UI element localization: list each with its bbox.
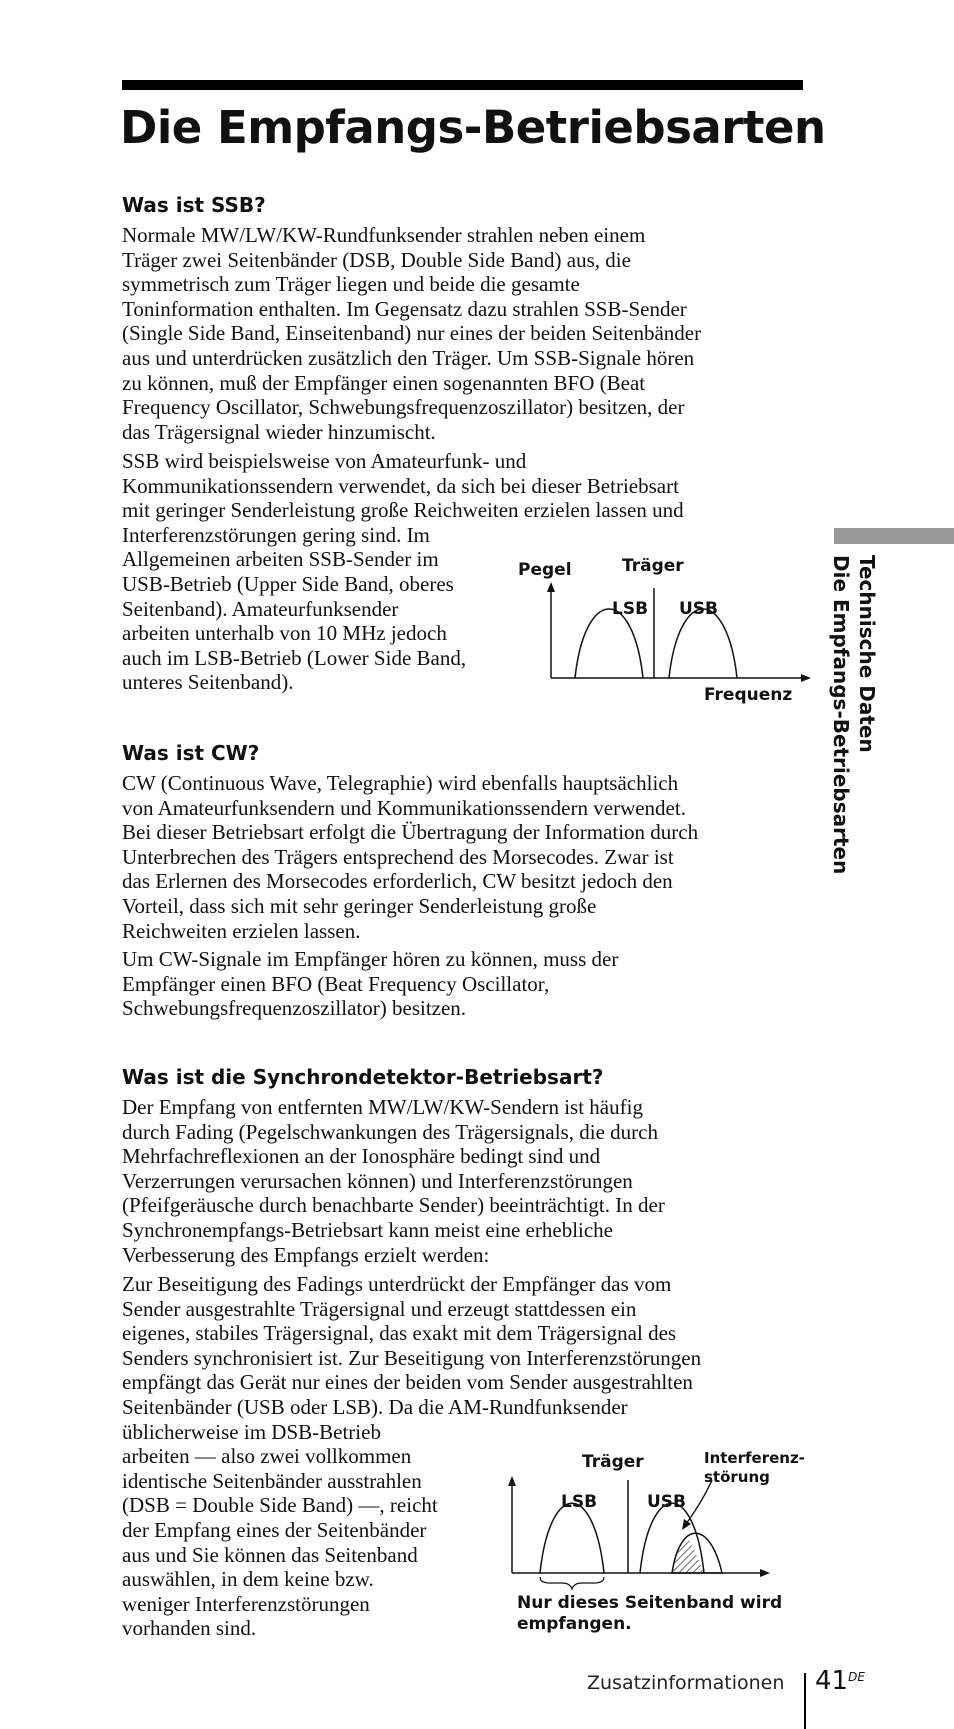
sidebar-section-label <box>828 555 880 874</box>
lsb-label: LSB <box>612 599 649 619</box>
sidebar-tab <box>834 528 954 544</box>
interference-label-line-1: Interferenz- <box>704 1449 805 1467</box>
page-number <box>815 1666 865 1696</box>
usb-label: USB <box>647 1492 687 1512</box>
ssb-sideband-diagram <box>515 548 815 708</box>
sync-heading: Was ist die Synchrondetektor-Betriebsart? <box>122 1065 604 1089</box>
page-language-suffix: DE <box>848 1670 865 1684</box>
level-axis-label: Pegel <box>518 560 572 580</box>
usb-curve <box>669 609 737 678</box>
sync-sideband-diagram <box>500 1440 830 1640</box>
interference-pointer-line <box>686 1480 712 1524</box>
lsb-label: LSB <box>561 1492 598 1512</box>
frequency-axis-arrowhead <box>760 1569 770 1577</box>
usb-label: USB <box>679 599 719 619</box>
title-rule <box>122 80 803 90</box>
footer-section-label: Zusatzinformationen <box>587 1672 785 1694</box>
sync-paragraph-2: Zur Beseitigung des Fadings unterdrückt der Empfänger das vom Sender ausgestrahlte Trägersignal und erzeugt stattdessen ein eigenes, stabiles Trägersignal, das exakt mit dem Trägersignal des Senders synchronisiert ist. Zur Beseitigung von Interferenzstörungen empfängt das Gerät nur eines der beiden vom Sender ausgestrahlten Seitenbänder (USB oder LSB). Da die AM-Rundfunksender üblicherweise im DSB-Betrieb arbeiten — also zwei vollkommen identische Seitenbänder ausstrahlen (DSB = Double Side Band) —, reicht der Empfang eines der Seitenbänder aus und Sie können das Seitenband auswählen, in dem keine bzw. weniger Interferenzstörungen vorhanden sind. <box>122 1272 702 1641</box>
caption-line-2: empfangen. <box>517 1614 632 1634</box>
page-number-value: 41 <box>815 1666 849 1696</box>
carrier-label: Träger <box>622 556 684 576</box>
carrier-label: Träger <box>582 1452 644 1472</box>
interference-pointer-arrowhead <box>682 1519 691 1530</box>
sync-paragraph-1: Der Empfang von entfernten MW/LW/KW-Sendern ist häufig durch Fading (Pegelschwankungen des Trägersignals, die durch Mehrfachreflexionen an der Ionosphäre bedingt sind und Verzerrungen verursachen können) und Interferenzstörungen (Pfeifgeräusche durch benachbarte Sender) beeinträchtigt. In der Synchronempfangs-Betriebsart kann meist eine erhebliche Verbesserung des Empfangs erzielt werden: <box>122 1095 665 1267</box>
lsb-curve <box>540 1503 604 1573</box>
interference-label-line-2: störung <box>704 1468 770 1486</box>
received-sideband-brace <box>540 1577 604 1589</box>
sidebar-line-2: Die Empfangs-Betriebsarten <box>829 555 853 875</box>
frequency-axis-arrowhead <box>801 674 811 682</box>
footer-rule <box>804 1673 806 1729</box>
frequency-axis-label: Frequenz <box>704 685 793 705</box>
ssb-paragraph-1: Normale MW/LW/KW-Rundfunksender strahlen neben einem Träger zwei Seitenbänder (DSB, Double Side Band) aus, die symmetrisch zum Träger liegen und beide die gesamte Toninformation enthalten. Im Gegensatz dazu strahlen SSB-Sender (Single Side Band, Einseitenband) nur eines der beiden Seitenbänder aus und unterdrücken zusätzlich den Träger. Um SSB-Signale hören zu können, muß der Empfänger einen sogenannten BFO (Beat Frequency Oscillator, Schwebungsfrequenzoszillator) besitzen, der das Trägersignal wieder hinzumischt. <box>122 223 702 444</box>
level-axis-arrowhead <box>508 1476 516 1486</box>
caption-line-1: Nur dieses Seitenband wird <box>517 1593 783 1613</box>
cw-paragraph-2: Um CW-Signale im Empfänger hören zu können, muss der Empfänger einen BFO (Beat Frequency Oscillator, Schwebungsfrequenzoszillator) besitzen. <box>122 947 619 1021</box>
cw-paragraph-1: CW (Continuous Wave, Telegraphie) wird ebenfalls hauptsächlich von Amateurfunksendern und Kommunikationssendern verwendet. Bei dieser Betriebsart erfolgt die Übertragung der Information durch Unterbrechen des Trägers entsprechend des Morsecodes. Zwar ist das Erlernen des Morsecodes erforderlich, CW besitzt jedoch den Vorteil, dass sich mit sehr geringer Senderleistung große Reichweiten erzielen lassen. <box>122 771 699 943</box>
sidebar-line-1: Technische Daten <box>855 555 879 753</box>
ssb-paragraph-2: SSB wird beispielsweise von Amateurfunk- und Kommunikationssendern verwendet, da sich bei dieser Betriebsart mit geringer Senderleistung große Reichweiten erzielen lassen und Interferenzstörungen gering sind. Im Allgemeinen arbeiten SSB-Sender im USB-Betrieb (Upper Side Band, oberes Seitenband). Amateurfunksender arbeiten unterhalb von 10 MHz jedoch auch im LSB-Betrieb (Lower Side Band, unteres Seitenband). <box>122 449 684 695</box>
level-axis-arrowhead <box>547 582 555 592</box>
ssb-heading: Was ist SSB? <box>122 193 266 217</box>
cw-heading: Was ist CW? <box>122 741 260 765</box>
page-title: Die Empfangs-Betriebsarten <box>120 101 826 154</box>
lsb-curve <box>575 609 643 678</box>
